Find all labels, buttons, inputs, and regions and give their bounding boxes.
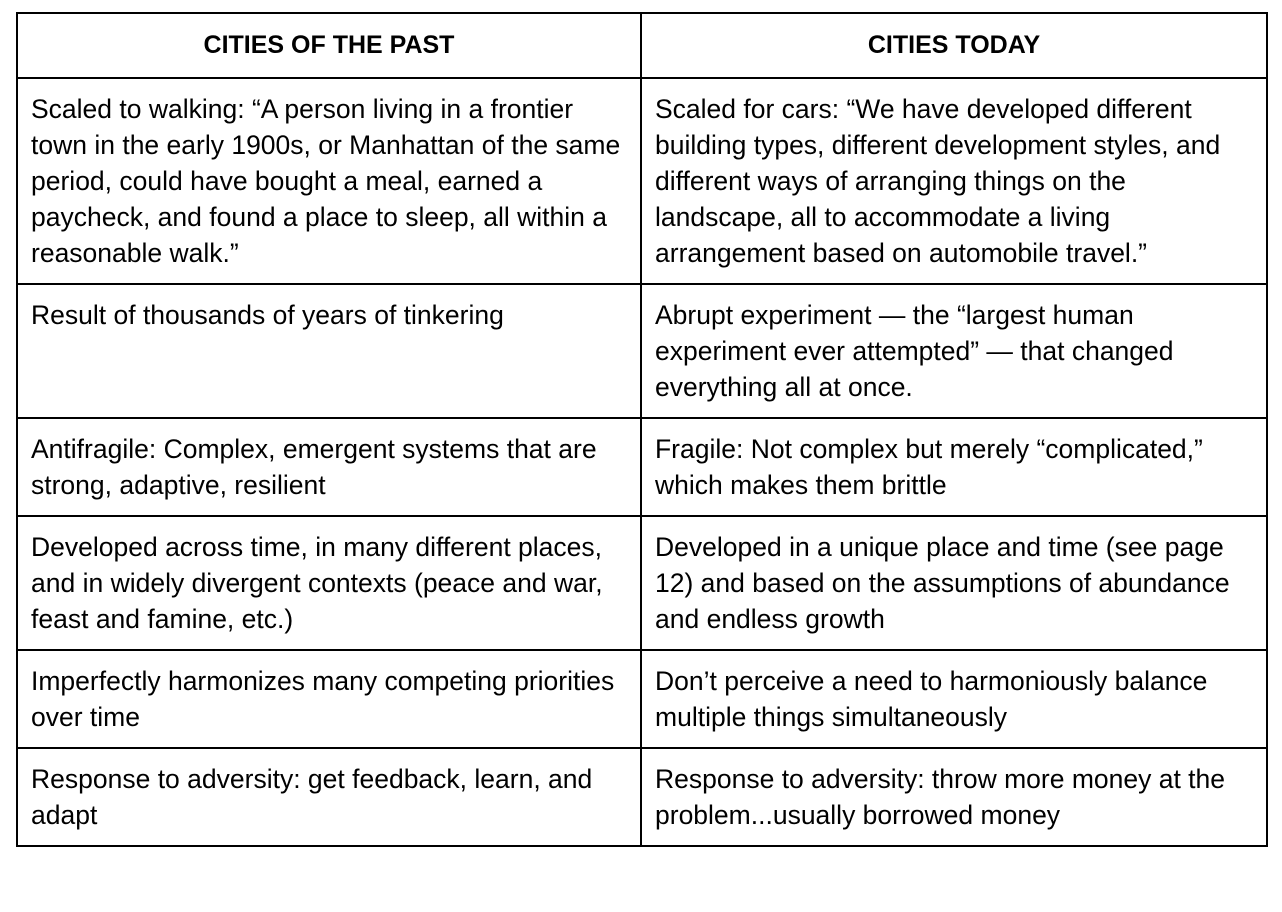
header-cities-of-the-past: CITIES OF THE PAST — [17, 13, 641, 78]
past-cell: Response to adversity: get feedback, learn, and adapt — [17, 748, 641, 846]
table-row — [17, 748, 1267, 846]
table-row — [17, 418, 1267, 516]
past-cell: Imperfectly harmonizes many competing priorities over time — [17, 650, 641, 748]
past-cell: Developed across time, in many different places, and in widely divergent contexts (peace and war, feast and famine, etc.) — [17, 516, 641, 650]
comparison-table — [16, 12, 1268, 847]
today-cell: Response to adversity: throw more money at the problem...usually borrowed money — [641, 748, 1267, 846]
today-cell: Scaled for cars: “We have developed different building types, different development styles, and different ways of arranging things on the landscape, all to accommodate a living arrangement based on automobile travel.” — [641, 78, 1267, 284]
table-row — [17, 284, 1267, 418]
header-row — [17, 13, 1267, 78]
today-cell: Abrupt experiment — the “largest human experiment ever attempted” — that changed everything all at once. — [641, 284, 1267, 418]
table-row — [17, 78, 1267, 284]
past-cell: Antifragile: Complex, emergent systems that are strong, adaptive, resilient — [17, 418, 641, 516]
past-cell: Scaled to walking: “A person living in a frontier town in the early 1900s, or Manhattan of the same period, could have bought a meal, earned a paycheck, and found a place to sleep, all within a reasonable walk.” — [17, 78, 641, 284]
today-cell: Fragile: Not complex but merely “complicated,” which makes them brittle — [641, 418, 1267, 516]
past-cell: Result of thousands of years of tinkering — [17, 284, 641, 418]
header-cities-today: CITIES TODAY — [641, 13, 1267, 78]
table-row — [17, 516, 1267, 650]
today-cell: Don’t perceive a need to harmoniously balance multiple things simultaneously — [641, 650, 1267, 748]
table-row — [17, 650, 1267, 748]
today-cell: Developed in a unique place and time (see page 12) and based on the assumptions of abundance and endless growth — [641, 516, 1267, 650]
